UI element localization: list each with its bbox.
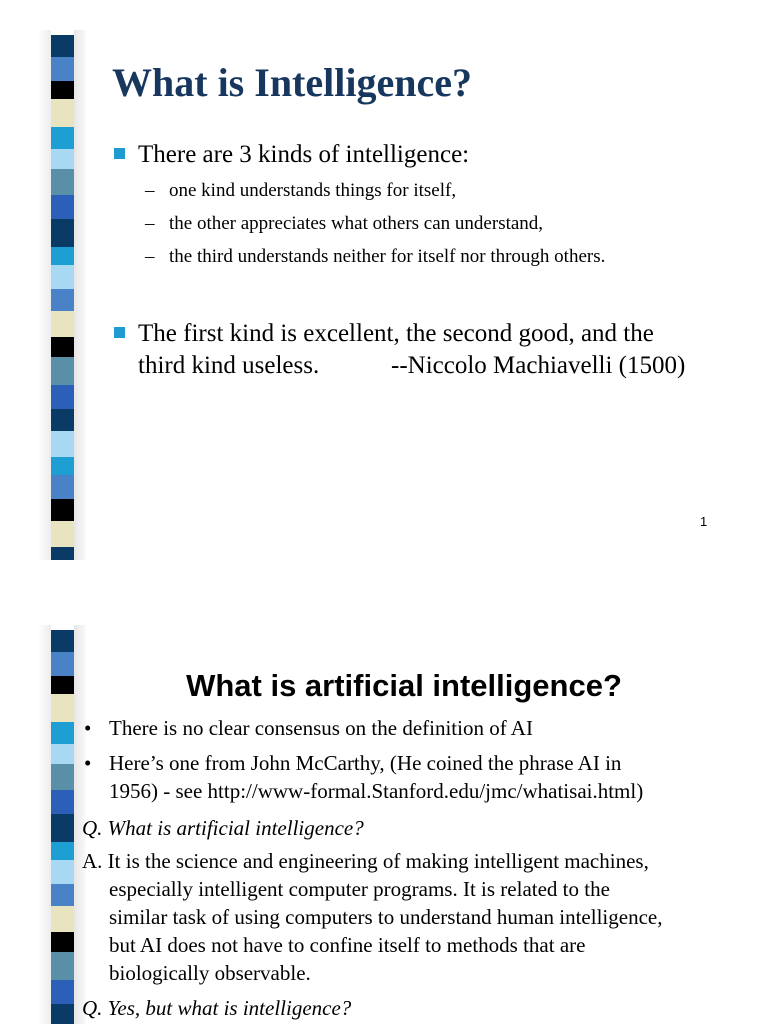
stripe-segment xyxy=(51,385,75,409)
answer-text: biologically observable. xyxy=(109,961,311,985)
stripe-segment xyxy=(51,149,75,169)
sub-item-text: the third understands neither for itself nor through others. xyxy=(169,246,606,267)
stripe-segment xyxy=(51,630,75,652)
sub-item xyxy=(145,179,456,203)
bullet-text: 1956) - see http://www-formal.Stanford.edu/jmc/whatisai.html) xyxy=(109,779,644,803)
question-text: Q. What is artificial intelligence? xyxy=(82,816,364,840)
decorative-stripe xyxy=(51,35,75,560)
stripe-segment xyxy=(51,952,75,980)
bullet-text: third kind useless. xyxy=(138,352,320,379)
stripe-segment xyxy=(51,1004,75,1024)
stripe-segment xyxy=(51,860,75,884)
bullet-text: Here’s one from John McCarthy, (He coined the phrase AI in xyxy=(109,751,622,775)
stripe-segment xyxy=(51,99,75,127)
bullet-dot: • xyxy=(84,751,92,775)
stripe-segment xyxy=(51,906,75,932)
stripe-shadow xyxy=(74,30,86,560)
stripe-segment xyxy=(51,547,75,560)
bullet-dot: • xyxy=(84,716,92,740)
stripe-segment xyxy=(51,457,75,475)
stripe-segment xyxy=(51,764,75,790)
square-bullet-icon xyxy=(114,148,125,159)
stripe-segment xyxy=(51,790,75,814)
bullet-text: The first kind is excellent, the second good, and the xyxy=(138,320,654,347)
stripe-segment xyxy=(51,744,75,764)
stripe-segment xyxy=(51,409,75,431)
dash-bullet: – xyxy=(145,180,155,201)
quote-attribution: --Niccolo Machiavelli (1500) xyxy=(391,352,686,379)
sub-item-text: the other appreciates what others can understand, xyxy=(169,213,544,234)
stripe-segment xyxy=(51,289,75,311)
stripe-segment xyxy=(51,814,75,842)
bullet-text: There are 3 kinds of intelligence: xyxy=(138,141,470,168)
answer-text: especially intelligent computer programs. It is related to the xyxy=(109,877,610,901)
stripe-segment xyxy=(51,842,75,860)
stripe-segment xyxy=(51,431,75,457)
slide-2 xyxy=(0,625,768,1024)
stripe-segment xyxy=(51,247,75,265)
stripe-segment xyxy=(51,35,75,57)
answer-text: similar task of using computers to understand human intelligence, xyxy=(109,905,663,929)
stripe-segment xyxy=(51,265,75,289)
stripe-segment xyxy=(51,127,75,149)
stripe-segment xyxy=(51,311,75,337)
stripe-segment xyxy=(51,521,75,547)
stripe-segment xyxy=(51,337,75,357)
stripe-segment xyxy=(51,81,75,99)
stripe-segment xyxy=(51,169,75,195)
stripe-segment xyxy=(51,357,75,385)
bullet-text: There is no clear consensus on the definition of AI xyxy=(109,716,533,740)
sub-item xyxy=(145,245,605,269)
stripe-segment xyxy=(51,499,75,521)
stripe-segment xyxy=(51,57,75,81)
stripe-segment xyxy=(51,219,75,247)
question-text: Q. Yes, but what is intelligence? xyxy=(82,996,352,1020)
slide-number: 1 xyxy=(700,514,708,529)
square-bullet-icon xyxy=(114,327,125,338)
stripe-segment xyxy=(51,475,75,499)
stripe-segment xyxy=(51,980,75,1004)
slide-1 xyxy=(0,30,768,560)
slide-title: What is Intelligence? xyxy=(112,60,472,105)
stripe-segment xyxy=(51,195,75,219)
dash-bullet: – xyxy=(145,213,155,234)
stripe-segment xyxy=(51,932,75,952)
dash-bullet: – xyxy=(145,246,155,267)
stripe-left-shadow xyxy=(38,30,51,560)
slide-title: What is artificial intelligence? xyxy=(186,668,622,703)
answer-text: but AI does not have to confine itself to methods that are xyxy=(109,933,586,957)
sub-item xyxy=(145,212,543,236)
stripe-segment xyxy=(51,884,75,906)
answer-text: A. It is the science and engineering of making intelligent machines, xyxy=(82,849,649,873)
stripe-segment xyxy=(51,722,75,744)
sub-item-text: one kind understands things for itself, xyxy=(169,180,457,201)
